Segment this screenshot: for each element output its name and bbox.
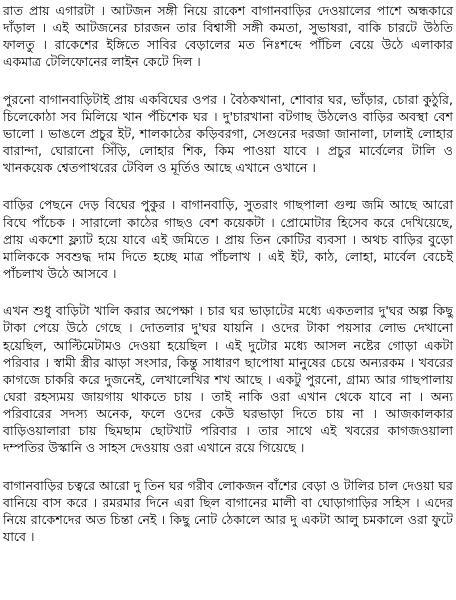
paragraph-poor-families: বাগানবাড়ির চত্বরে আরো দু তিন ঘর গরীব লোকজন বাঁশের বেড়া ও টালির চাল দেওয়া ঘর বানিয়ে বাস করে । রমরমার দিনে এরা ছিল বাগানের মালী বা ঘোড়াগাড়ির সহিস । এদের নিয়ে রাকেশদের অত চিন্তা নেই । কিছু নোট ঠেকালে আর দু একটা আলু চমকালে ওরা ফুটে যাবে । (3, 477, 453, 545)
paragraph-tenants: এখন শুধু বাড়িটা খালি করার অপেক্ষা । চার ঘর ভাড়াটের মধ্যে একতলার দু'ঘর অল্প কিছু টাকা পেয়ে উঠে গেছে । দোতলার দু'ঘর যায়নি । ওদের টাকা পয়সার লোভ দেখানো হয়েছিল, আল্টিমেটামও দেওয়া হয়েছিল । এই দুটোর মধ্যে আসল নষ্টের গোড়া একটা পরিবার । স্বামী স্ত্রীর ঝাড়া সংসার, কিন্তু সাধারণ ছাপোষা মানুষের চেয়ে অন্যরকম । খবরের কাগজে চাকরি করে দুজনেই, লেখালেখির শখ আছে । একটু পুরনো, গ্রাম্য আর গাছপালায় ঘেরা রহস্যময় জায়গায় থাকতে চায় । তাই নাকি ওরা এখান থেকে যাবে না । অন্য পরিবারের সদস্য অনেক, ফলে ওদের কেউ ঘরভাড়া দিতে চায় না । আজকালকার বাড়িওয়ালারা চায় ছিমছাম ছোটখাট পরিবার । তার সাথে এই খবরের কাগজওয়ালা দম্পতির উস্কানি ও সাহস দেওয়ায় ওরা এখানে রয়ে গিয়েছে । (3, 303, 453, 456)
paragraph-night-break-in: রাত প্রায় এগারটা । আটজন সঙ্গী নিয়ে রাকেশ বাগানবাড়ির দেওয়ালের পাশে অন্ধকারে দাঁড়াল । এই আটজনের চারজন তার বিশ্বাসী সঙ্গী কমতা, সুভাষরা, বাকি চারটে উঠতি ফালতু । রাকেশের ইঙ্গিতে সাবির বেড়ালের মত নিঃশব্দে পাঁচিল বেয়ে উঠে এলাকার একমাত্র টেলিফোনের লাইন কেটে দিল । (3, 3, 453, 70)
paragraph-pond-and-land: বাড়ির পেছনে দেড় বিঘের পুকুর । বাগানবাড়ি, সুতরাং গাছপালা গুল্ম জমি আছে আরো বিঘে পাঁচেক । সারালো কাঠের গাছও বেশ কয়েকটা । প্রোমোটার হিসেব করে দেখিয়েছে, প্রায় একশো ফ্ল্যাট হয়ে যাবে এই জমিতে । প্রায় তিন কোটির ব্যবসা । অথচ বাড়ির বুড়ো মালিককে সবশুদ্ধ দাম দিতে হচ্ছে মাত্র পাঁচলাখ । এই ইট, কাঠ, লোহা, মার্বেল বেচেই পাঁচলাখ উঠে আসবে । (3, 197, 453, 282)
paragraph-old-garden-house: পুরনো বাগানবাড়িটাই প্রায় একবিঘের ওপর । বৈঠকখানা, শোবার ঘর, ভাঁড়ার, চোরা কুঠুরি, চিলেকোঠা সব মিলিয়ে খান পঁচিশেক ঘর । দু'চারখানা বটগাছ উঠলেও বাড়ির অবস্থা বেশ ভালো । ভাঙলে প্রচুর ইট, শালকাঠের কড়িবরগা, সেগুনের দরজা জানালা, ঢালাই লোহার বারান্দা, ঘোরানো সিঁড়ি, লোহার শিক, কিম পাওয়া যাবে । প্রচুর মার্বেলের টালি ও খানকয়েক শ্বেতপাথরের টেবিল ও মূর্তিও আছে এখানে ওখানে । (3, 91, 453, 176)
